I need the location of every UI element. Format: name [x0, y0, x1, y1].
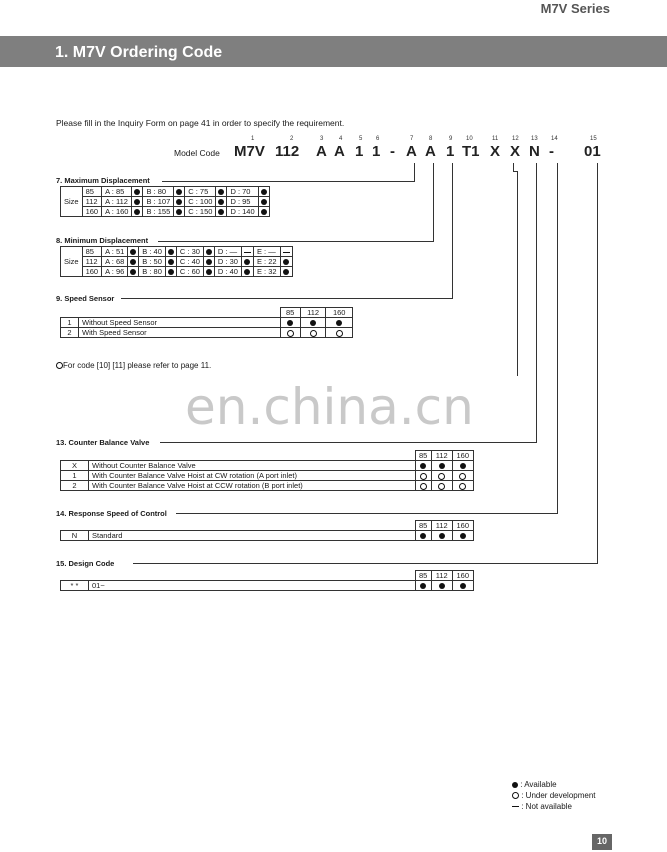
code-part: T1	[462, 143, 480, 160]
min-displacement-table	[60, 246, 293, 277]
connector-line	[517, 171, 518, 376]
option-cell: A : 51	[102, 247, 128, 257]
available-marker	[512, 782, 518, 788]
table-row	[61, 318, 353, 328]
under-development-marker	[459, 473, 466, 480]
size-header: 112	[431, 521, 452, 531]
table-header-row	[61, 521, 474, 531]
table-row	[61, 531, 474, 541]
not-available-marker	[244, 252, 251, 253]
table-row	[61, 257, 293, 267]
option-cell: A : 160	[102, 207, 132, 217]
available-marker	[420, 533, 426, 539]
code-part: A	[406, 143, 417, 160]
available-marker	[130, 269, 136, 275]
option-cell: B : 155	[143, 207, 174, 217]
size-header: 160	[326, 308, 353, 318]
under-development-marker	[420, 473, 427, 480]
desc-cell: 01~	[89, 581, 416, 591]
desc-cell: Standard	[89, 531, 416, 541]
connector-line	[557, 163, 558, 514]
section-15-title: 15. Design Code	[56, 559, 115, 568]
position-number: 10	[466, 136, 473, 142]
size-cell: 85	[82, 187, 102, 197]
code-part: 01	[584, 143, 601, 160]
table-header-row	[61, 571, 474, 581]
code-cell: N	[61, 531, 89, 541]
table-row	[61, 247, 293, 257]
code-part: 1	[355, 143, 364, 160]
available-marker	[176, 189, 182, 195]
available-marker	[244, 269, 250, 275]
position-number: 12	[512, 136, 519, 142]
series-title: M7V Series	[540, 1, 610, 16]
option-cell: C : 40	[176, 257, 203, 267]
size-label: Size	[61, 247, 83, 277]
option-cell: B : 50	[139, 257, 166, 267]
desc-cell: With Counter Balance Valve Hoist at CCW rotation (B port inlet)	[89, 481, 416, 491]
available-marker	[176, 199, 182, 205]
option-cell: C : 60	[176, 267, 203, 277]
max-displacement-table	[60, 186, 270, 217]
option-cell: A : 68	[102, 257, 128, 267]
available-marker	[206, 269, 212, 275]
connector-line	[536, 163, 537, 443]
size-header: 85	[415, 571, 431, 581]
table-row	[61, 187, 270, 197]
size-header: 112	[300, 308, 326, 318]
option-cell: E : 22	[253, 257, 280, 267]
position-number: 3	[320, 136, 324, 142]
table-row	[61, 197, 270, 207]
code-part: A	[316, 143, 327, 160]
available-marker	[244, 259, 250, 265]
position-number: 5	[359, 136, 363, 142]
code-part: X	[510, 143, 521, 160]
code-part: A	[425, 143, 436, 160]
available-marker	[439, 533, 445, 539]
available-marker	[460, 463, 466, 469]
available-marker	[261, 209, 267, 215]
size-header: 85	[280, 308, 300, 318]
option-cell: B : 40	[139, 247, 166, 257]
code-cell: 1	[61, 471, 89, 481]
position-number: 13	[531, 136, 538, 142]
section-8-title: 8. Minimum Displacement	[56, 236, 149, 245]
available-marker	[218, 189, 224, 195]
code-cell: * *	[61, 581, 89, 591]
connector-line	[158, 241, 434, 242]
available-marker	[168, 249, 174, 255]
option-cell: C : 75	[185, 187, 216, 197]
connector-line	[433, 163, 434, 242]
option-cell: D : 95	[227, 197, 258, 207]
desc-cell: Without Counter Balance Valve	[89, 461, 416, 471]
under-development-marker	[56, 362, 63, 369]
model-code-label: Model Code	[174, 148, 220, 158]
option-cell: E : —	[253, 247, 280, 257]
available-marker	[176, 209, 182, 215]
option-cell: D : 140	[227, 207, 258, 217]
available-marker	[218, 199, 224, 205]
available-marker	[261, 199, 267, 205]
size-header: 160	[452, 451, 473, 461]
watermark: en.china.cn	[185, 378, 474, 436]
size-header: 85	[415, 451, 431, 461]
option-cell: E : 32	[253, 267, 280, 277]
option-cell: C : 150	[185, 207, 216, 217]
available-marker	[134, 199, 140, 205]
under-development-marker	[287, 330, 294, 337]
connector-line	[452, 163, 453, 299]
section-7-title: 7. Maximum Displacement	[56, 176, 150, 185]
size-header: 160	[452, 571, 473, 581]
desc-cell: With Speed Sensor	[79, 328, 281, 338]
position-number: 6	[376, 136, 380, 142]
code-part: -	[390, 143, 395, 160]
table-row	[61, 481, 474, 491]
available-marker	[168, 259, 174, 265]
legend-available: : Available	[512, 780, 557, 789]
code-cell: 2	[61, 481, 89, 491]
code-part: A	[334, 143, 345, 160]
under-development-marker	[438, 483, 445, 490]
size-header: 112	[431, 571, 452, 581]
not-available-marker	[512, 806, 519, 807]
desc-cell: Without Speed Sensor	[79, 318, 281, 328]
position-number: 11	[492, 136, 499, 142]
section-13-title: 13. Counter Balance Valve	[56, 438, 150, 447]
option-cell: A : 96	[102, 267, 128, 277]
connector-line	[513, 163, 514, 171]
option-cell: C : 30	[176, 247, 203, 257]
size-header: 160	[452, 521, 473, 531]
available-marker	[460, 533, 466, 539]
counter-balance-table	[60, 450, 474, 491]
under-development-marker	[438, 473, 445, 480]
size-header: 85	[415, 521, 431, 531]
connector-line	[414, 163, 415, 182]
table-row	[61, 461, 474, 471]
code-part: X	[490, 143, 501, 160]
option-cell: C : 100	[185, 197, 216, 207]
table-row	[61, 471, 474, 481]
code-part: -	[549, 143, 554, 160]
option-cell: D : 70	[227, 187, 258, 197]
position-number: 14	[551, 136, 558, 142]
size-cell: 160	[82, 267, 102, 277]
position-number: 2	[290, 136, 294, 142]
design-code-table	[60, 570, 474, 591]
available-marker	[130, 259, 136, 265]
under-development-marker	[459, 483, 466, 490]
option-cell: B : 80	[139, 267, 166, 277]
available-marker	[439, 463, 445, 469]
intro-text: Please fill in the Inquiry Form on page 41 in order to specify the requirement.	[56, 118, 345, 128]
under-development-marker	[336, 330, 343, 337]
size-cell: 112	[82, 257, 102, 267]
not-available-marker	[283, 252, 290, 253]
speed-sensor-table	[60, 307, 353, 338]
page-number: 10	[596, 836, 607, 846]
available-marker	[168, 269, 174, 275]
legend-under-development: : Under development	[512, 791, 596, 800]
option-cell: A : 112	[102, 197, 132, 207]
section-9-title: 9. Speed Sensor	[56, 294, 115, 303]
available-marker	[130, 249, 136, 255]
available-marker	[439, 583, 445, 589]
available-marker	[420, 583, 426, 589]
table-row	[61, 267, 293, 277]
section-14-title: 14. Response Speed of Control	[56, 509, 167, 518]
connector-line	[176, 513, 558, 514]
position-number: 1	[251, 136, 255, 142]
response-speed-table	[60, 520, 474, 541]
available-marker	[287, 320, 293, 326]
available-marker	[283, 269, 289, 275]
available-marker	[206, 259, 212, 265]
position-number: 7	[410, 136, 414, 142]
code-cell: 2	[61, 328, 79, 338]
option-cell: B : 80	[143, 187, 174, 197]
position-number: 4	[339, 136, 343, 142]
connector-line	[133, 563, 598, 564]
page-title: 1. M7V Ordering Code	[55, 44, 223, 61]
option-cell: D : 40	[214, 267, 241, 277]
available-marker	[261, 189, 267, 195]
under-development-marker	[420, 483, 427, 490]
connector-line	[160, 442, 537, 443]
table-row	[61, 207, 270, 217]
option-cell: A : 85	[102, 187, 132, 197]
legend-not-available: : Not available	[512, 802, 572, 811]
available-marker	[310, 320, 316, 326]
available-marker	[420, 463, 426, 469]
size-label: Size	[61, 187, 83, 217]
position-number: 9	[449, 136, 453, 142]
code-cell: 1	[61, 318, 79, 328]
size-cell: 85	[82, 247, 102, 257]
table-header-row	[61, 451, 474, 461]
available-marker	[206, 249, 212, 255]
position-number: 15	[590, 136, 597, 142]
available-marker	[283, 259, 289, 265]
code-cell: X	[61, 461, 89, 471]
connector-line	[121, 298, 453, 299]
table-row	[61, 581, 474, 591]
desc-cell: With Counter Balance Valve Hoist at CW rotation (A port inlet)	[89, 471, 416, 481]
option-cell: B : 107	[143, 197, 174, 207]
connector-line	[162, 181, 415, 182]
option-cell: D : 30	[214, 257, 241, 267]
available-marker	[460, 583, 466, 589]
size-header: 112	[431, 451, 452, 461]
code-note: For code [10] [11] please refer to page 11.	[56, 361, 211, 370]
under-development-marker	[512, 792, 519, 799]
code-part: 1	[372, 143, 381, 160]
under-development-marker	[310, 330, 317, 337]
code-part: N	[529, 143, 540, 160]
available-marker	[218, 209, 224, 215]
table-row	[61, 328, 353, 338]
size-cell: 112	[82, 197, 102, 207]
connector-line	[597, 163, 598, 564]
code-part: 112	[275, 143, 300, 160]
position-number: 8	[429, 136, 433, 142]
table-header-row	[61, 308, 353, 318]
size-cell: 160	[82, 207, 102, 217]
available-marker	[134, 189, 140, 195]
code-part: 1	[446, 143, 455, 160]
option-cell: D : —	[214, 247, 241, 257]
available-marker	[336, 320, 342, 326]
code-part: M7V	[234, 143, 265, 160]
available-marker	[134, 209, 140, 215]
